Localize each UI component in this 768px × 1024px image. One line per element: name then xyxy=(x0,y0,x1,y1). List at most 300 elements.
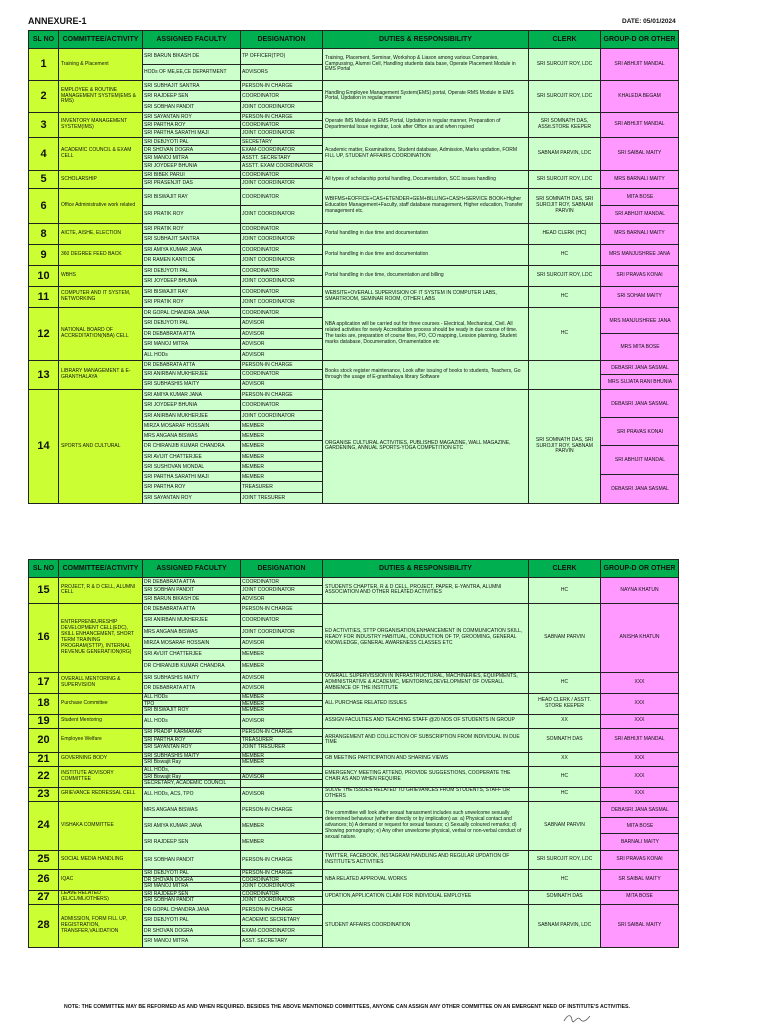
duties-text: All types of scholarship portal handling, Documentation, SCC issues handling xyxy=(323,170,529,188)
faculty-name: MRS ANGANA BISWAS xyxy=(143,431,240,441)
designation-value: MEMBER xyxy=(241,694,322,701)
clerk-name: SRI SUROJIT ROY, LDC xyxy=(529,49,601,81)
faculty-name: SRI DEBJYOTI PAL xyxy=(143,318,240,328)
faculty-name: SRI BISWAJIT RAY xyxy=(143,189,240,206)
designation-value: COORDINATOR xyxy=(241,578,322,586)
sl-number: 1 xyxy=(29,49,59,81)
group-d-list: SRI ABHIJIT MANDAL xyxy=(601,728,679,752)
duties-text: STUDENT AFFAIRS COORDINATION xyxy=(323,904,529,947)
col-header-sl: SL NO xyxy=(29,560,59,578)
faculty-name: ALL HODs xyxy=(143,694,240,701)
designation-value: COORDINATOR xyxy=(241,400,322,410)
designation-value: COORDINATOR xyxy=(241,91,322,101)
sl-number: 23 xyxy=(29,787,59,801)
duties-text: UPDATION,APPLICATION CLAIM FOR INDIVIDUAL EMPLOYEE xyxy=(323,890,529,904)
sl-number: 20 xyxy=(29,728,59,752)
designation-value: COORDINATOR xyxy=(241,189,322,206)
group-d-name: DEBASRI JANA SASMAL xyxy=(601,361,678,375)
group-d-list: XXX xyxy=(601,672,679,693)
faculty-name: SRI RAJDEEP SEN xyxy=(143,891,240,898)
faculty-name: SRI SAYANTAN ROY xyxy=(143,113,240,121)
designation-list xyxy=(241,890,323,904)
designation-value: JOINT COORDINATOR xyxy=(241,586,322,594)
faculty-name: MIRZA MOSARAF HOSSAIN xyxy=(143,421,240,431)
faculty-list xyxy=(143,244,241,265)
signature-mark xyxy=(562,1012,592,1024)
faculty-list xyxy=(143,693,241,714)
faculty-name: SRI MANOJ MITRA xyxy=(144,883,189,890)
group-d-name: BARNALI MAITY xyxy=(620,838,660,845)
col-header-duties: DUTIES & RESPONSIBILITY xyxy=(323,560,529,578)
designation-value: JOINT TRESURER xyxy=(242,744,286,751)
designation-value: MEMBER xyxy=(241,649,322,660)
faculty-name: SRI PARTHA ROY xyxy=(143,121,240,129)
designation-value: MEMBER xyxy=(242,838,264,845)
sl-number: 15 xyxy=(29,578,59,604)
designation-value: COORDINATOR xyxy=(241,224,322,234)
designation-value: ADVISOR xyxy=(241,774,322,781)
designation-list xyxy=(241,137,323,170)
designation-value: PERSON-IN CHARGE xyxy=(241,729,322,737)
faculty-name: DR GOPAL CHANDRA JANA xyxy=(143,905,240,916)
col-header-designation: DESIGNATION xyxy=(241,560,323,578)
faculty-list xyxy=(143,170,241,188)
clerk-name: SRI SUROJIT ROY, LDC xyxy=(529,81,601,113)
faculty-name: SRI ANIRBAN MUKHERJEE xyxy=(143,411,240,421)
designation-value: MEMBER xyxy=(241,421,322,431)
col-header-designation: DESIGNATION xyxy=(241,31,323,49)
faculty-name: SRI DEBJYOTI PAL xyxy=(143,915,240,926)
faculty-name: SRI PRATIK ROY xyxy=(144,210,184,217)
faculty-name: SRI SOBHAN PANDIT xyxy=(144,856,195,863)
committee-name: AICTE, AISHE, ELECTION xyxy=(59,223,143,244)
table-row xyxy=(29,137,679,170)
sl-number: 17 xyxy=(29,672,59,693)
group-d-list: NAYNA KHATUN xyxy=(601,578,679,604)
duties-text: Portal handling in due time and documentation xyxy=(323,223,529,244)
faculty-name: DR DEBABRATA ATTA xyxy=(143,604,240,615)
duties-text: Books stock register maintenance, Look after issuing of books to students, Teachers, Go through the usage of E-granthalaya library Software xyxy=(323,360,529,389)
document-date: DATE: 05/01/2024 xyxy=(622,18,676,25)
footer-note: NOTE: THE COMMITTEE MAY BE REFORMED AS AND WHEN REQUIRED. BESIDES THE ABOVE MENTIONED COMMITTEES, ANYONE CAN ASSIGN ANY OTHER COMMITTEE ON AN EMERGENT NEED OF INSTITUTE'S ACTIVITIES. xyxy=(64,1004,630,1010)
duties-text: GB MEETING PARTICIPATION AND SHARING VIEWS xyxy=(323,752,529,766)
committee-name: SCHOLARSHIP xyxy=(59,170,143,188)
faculty-name: SRI Biswajit Ray xyxy=(144,759,181,766)
sl-number: 2 xyxy=(29,81,59,113)
clerk-name: SABNAM PARVIN xyxy=(529,603,601,672)
faculty-name: TPO xyxy=(143,701,240,708)
table-row xyxy=(29,766,679,787)
col-header-group-d: GROUP-D OR OTHER xyxy=(601,560,679,578)
table-row xyxy=(29,81,679,113)
table-row xyxy=(29,223,679,244)
faculty-name: SRI PRASENJIT DAS xyxy=(144,180,193,187)
faculty-name: DR DEBABRATA ATTA xyxy=(143,361,240,370)
table-row xyxy=(29,728,679,752)
designation-value: COORDINATOR xyxy=(241,121,322,129)
committee-name: ACADEMIC COUNCIL & EXAM CELL xyxy=(59,137,143,170)
faculty-name: MRS ANGANA BISWAS xyxy=(143,802,240,818)
designation-value: COORDINATOR xyxy=(241,245,322,255)
committee-table-2 xyxy=(28,559,679,948)
committee-name: Office Administrative work related xyxy=(59,188,143,223)
designation-list xyxy=(241,752,323,766)
faculty-name: SRI JOYDEEP BHUNIA xyxy=(144,277,198,284)
duties-text: NBA application will be carried out for three courses - Electrical, Mechanical, Civil. All related activities for newly Accreditation process should be ready in due course of time. The tasks are, preparation of course files, PO, CO mapping, Lession planning, Student marks database, Documenation, Ornamentation etc xyxy=(323,307,529,360)
committee-name: 360 DEGREE FEED BACK xyxy=(59,244,143,265)
group-d-list: XXX xyxy=(601,693,679,714)
faculty-list xyxy=(143,801,241,850)
duties-text: NBA RELATED APPROVAL WORKS xyxy=(323,869,529,890)
col-header-duties: DUTIES & RESPONSIBILITY xyxy=(323,31,529,49)
table-row xyxy=(29,714,679,728)
designation-value: ADVISORS xyxy=(242,68,268,75)
designation-list xyxy=(241,801,323,850)
designation-value: PERSON-IN CHARGE xyxy=(241,113,322,121)
designation-list xyxy=(241,170,323,188)
duties-text: Portal handling in due time, documentation and billing xyxy=(323,265,529,286)
designation-value: ADVISOR xyxy=(241,673,322,683)
col-header-faculty: ASSIGNED FACULTY xyxy=(143,560,241,578)
faculty-name: SRI ANIRBAN MUKHERJEE xyxy=(143,615,240,626)
faculty-name: SRI SOBHAN PANDIT xyxy=(144,103,195,110)
clerk-name: SABNAM PARVIN, LDC xyxy=(529,137,601,170)
faculty-name: SRI RAJDEEP SEN xyxy=(143,91,240,101)
designation-list xyxy=(241,265,323,286)
col-header-clerk: CLERK xyxy=(529,31,601,49)
group-d-list: SR SAIBAL MAITY xyxy=(601,869,679,890)
faculty-name: SRI SAYANTAN ROY xyxy=(144,494,192,501)
duties-text: ED ACTIVITIES, STTP ORGANISATION,ENHANCEMENT IN COMMUNICATION SKILL, READY FOR INDUSTRY HABITUAL, CONDUCTION OF TP, GROOMING, GENERAL KNOWLEDGE, GENERAL AWARENESS CLASSES ETC xyxy=(323,603,529,672)
designation-value: MEMBER xyxy=(242,707,264,714)
faculty-name: SRI PRATIK ROY xyxy=(143,224,240,234)
designation-list xyxy=(241,49,323,81)
faculty-list xyxy=(143,112,241,137)
faculty-list xyxy=(143,360,241,389)
clerk-name: SABNAM PARVIN, LDC xyxy=(529,904,601,947)
duties-text: ALL PURCHASE RELATED ISSUES xyxy=(323,693,529,714)
designation-value: MEMBER xyxy=(241,701,322,708)
duties-text: WBIFMS+EOFFICE+CAS+ETENDER+GEM+BILLING+CASH+SERVICE BOOK+Higher Education Management+Faculty, staff database management, Higher education, Transfer management etc. xyxy=(323,188,529,223)
duties-text: The committee will look after sexual harassment includes such unwelcome sexually determined behaviour (whether directly or by implication) as: a) Physical contact and advances; b) A demand or request for sexual favours; c) Sexually coloured remarks; d) Showing pornography; e) Any other unwelcome physical, verbal or non-verbal conduct of sexual nature. xyxy=(323,801,529,850)
table-row xyxy=(29,112,679,137)
faculty-name: HODs OF ME,EE,CE DEPARTMENT xyxy=(144,68,227,75)
clerk-name: HC xyxy=(529,286,601,307)
designation-value: MEMBER xyxy=(241,818,322,834)
faculty-name: SRI PARTHA ROY xyxy=(143,737,240,745)
duties-text: SOLVE THE ISSUES RELATED TO GRIEVANCES FROM STUDENTS, STAFF OR OTHERS xyxy=(323,787,529,801)
sl-number: 5 xyxy=(29,170,59,188)
sl-number: 22 xyxy=(29,766,59,787)
sl-number: 9 xyxy=(29,244,59,265)
faculty-name: ALL HODs, ACS, TPO xyxy=(144,790,194,797)
table-row xyxy=(29,752,679,766)
committee-name: NATIONAL BOARD OF ACCREDITATION(NBA) CELL xyxy=(59,307,143,360)
committee-name: OVERALL MENTORING & SUPERVISION xyxy=(59,672,143,693)
group-d-list: XXX xyxy=(601,766,679,787)
designation-list xyxy=(241,578,323,604)
designation-value: ADVISOR xyxy=(242,684,265,691)
faculty-list xyxy=(143,890,241,904)
faculty-name: DR SHOVAN DOGRA xyxy=(143,877,240,884)
faculty-name: SRI DEBJYOTI PAL xyxy=(143,870,240,877)
faculty-name: DR DEBABRATA ATTA xyxy=(143,329,240,339)
group-d-list: MRS BARNALI MAITY xyxy=(601,223,679,244)
designation-value: ADVISOR xyxy=(241,339,322,349)
faculty-name: SRI DEBJYOTI PAL xyxy=(143,138,240,146)
designation-list xyxy=(241,869,323,890)
table-row xyxy=(29,265,679,286)
designation-value: TREASURER xyxy=(241,482,322,492)
faculty-name: DR DEBABRATA ATTA xyxy=(144,684,196,691)
table-row xyxy=(29,801,679,850)
group-d-list: XXX xyxy=(601,752,679,766)
group-d-name: SRI ABHIJIT MANDAL xyxy=(614,210,666,217)
sl-number: 18 xyxy=(29,693,59,714)
sl-number: 21 xyxy=(29,752,59,766)
group-d-list: XXX xyxy=(601,787,679,801)
clerk-name: SOMNATH DAS xyxy=(529,728,601,752)
group-d-name: MRS MANJUSHREE JANA xyxy=(601,308,678,334)
clerk-name: HC xyxy=(529,307,601,360)
faculty-name: ALL HODs xyxy=(144,351,168,358)
group-d-name: DEBASRI JANA SASMAL xyxy=(601,390,678,418)
designation-list xyxy=(241,693,323,714)
group-d-name: MITA BOSE xyxy=(601,189,678,206)
committee-name: GRIEVANCE REDRESSAL CELL xyxy=(59,787,143,801)
designation-list xyxy=(241,904,323,947)
designation-value: PERSON-IN CHARGE xyxy=(242,856,293,863)
faculty-list xyxy=(143,223,241,244)
designation-value: PERSON-IN CHARGE xyxy=(241,390,322,400)
duties-text: Handling Employee Management System(EMS) portal, Operate RMS Module in EMS Portal, Updation in regular manner xyxy=(323,81,529,113)
designation-list xyxy=(241,603,323,672)
faculty-name: DR RAMEN KANTI DE xyxy=(144,256,196,263)
group-d-list xyxy=(601,801,679,850)
committee-name: Student Mentoring xyxy=(59,714,143,728)
table-row xyxy=(29,307,679,360)
group-d-list: SRI ABHIJIT MANDAL xyxy=(601,49,679,81)
col-header-committee: COMMITTEE/ACTIVITY xyxy=(59,31,143,49)
faculty-name: SRI DEBJYOTI PAL xyxy=(143,266,240,276)
sl-number: 19 xyxy=(29,714,59,728)
designation-value: JOINT COORDINATOR xyxy=(242,277,295,284)
faculty-name: SRI AMIYA KUMAR JANA xyxy=(143,390,240,400)
faculty-name: SRI BARUN BIKASH DE xyxy=(143,49,240,65)
faculty-name: SRI SAYANTAN ROY xyxy=(144,744,192,751)
group-d-list xyxy=(601,360,679,389)
committee-name: INVENTORY MANAGEMENT SYSTEM(IMS) xyxy=(59,112,143,137)
faculty-name: SRI SUBHAJIT SANTRA xyxy=(143,81,240,91)
group-d-list: MRS MANJUSHREE JANA xyxy=(601,244,679,265)
duties-text: OVERALL SUPERVISSION IN INFRASTRUCTURAL, MACHINERIES, EQUIPMENTS, ADMINISTRATIVE & ACADEMIC, MENTORING,DEVELOPMENT OF OVERALL AMBIENCE OF THE INSTITUTE xyxy=(323,672,529,693)
designation-value: JOINT COORDINATOR xyxy=(242,298,295,305)
col-header-group-d: GROUP-D OR OTHER xyxy=(601,31,679,49)
clerk-name: SRI SUROJIT ROY, LDC xyxy=(529,850,601,869)
designation-value: JOINT COORDINATOR xyxy=(242,256,295,263)
committee-name: LIBRARY MANAGEMENT & E-GRANTHALAYA xyxy=(59,360,143,389)
clerk-name: XX xyxy=(529,714,601,728)
committee-name: Training & Placement xyxy=(59,49,143,81)
group-d-name: MRS MITA BOSE xyxy=(620,343,660,350)
faculty-name: SRI JOYDEEP BHUNIA xyxy=(144,162,198,169)
group-d-list: KHALEDA BEGAM xyxy=(601,81,679,113)
designation-value: MEMBER xyxy=(242,759,264,766)
designation-value: ADVISOR xyxy=(241,638,322,649)
duties-text: TWITTER, FACEBOOK, INSTAGRAM HANDLING AND REGULAR UPDATION OF INSTITUTE'S ACTIVITIES xyxy=(323,850,529,869)
designation-value: ACADEMIC SECRETARY xyxy=(241,915,322,926)
designation-list xyxy=(241,714,323,728)
table-row xyxy=(29,188,679,223)
faculty-name: SRI AMIYA KUMAR JANA xyxy=(143,818,240,834)
faculty-name: SRI SUBHASHIS MAITY xyxy=(144,380,200,387)
committee-name: VISHAKA COMMITTEE xyxy=(59,801,143,850)
committee-name: LEAVE RELATED (EL/CL/ML/OTHERS) xyxy=(59,890,143,904)
committee-name: EMPLOYEE & ROUTINE MANAGEMENT SYSTEM(EMS & RMS) xyxy=(59,81,143,113)
committee-name: GOVERNING BODY xyxy=(59,752,143,766)
faculty-name: SRI ANIRBAN MUKHERJEE xyxy=(143,370,240,379)
faculty-list xyxy=(143,286,241,307)
faculty-name: SRI RAJDEEP SEN xyxy=(144,838,189,845)
table-row xyxy=(29,170,679,188)
designation-value: JOINT COORDINATOR xyxy=(242,235,295,242)
table-row xyxy=(29,49,679,81)
clerk-name: HC xyxy=(529,672,601,693)
group-d-list: SRI PRAVAS KONAI xyxy=(601,265,679,286)
duties-text: ARRANGEMENT AND COLLECTION OF SUBSCRIPTION FROM INDIVIDUAL IN DUE TIME xyxy=(323,728,529,752)
designation-list xyxy=(241,307,323,360)
clerk-name: HC xyxy=(529,787,601,801)
sl-number: 28 xyxy=(29,904,59,947)
designation-list xyxy=(241,223,323,244)
group-d-list: SRI SOHAM MAITY xyxy=(601,286,679,307)
faculty-name: SRI BIBEK PARUI xyxy=(143,171,240,180)
faculty-list xyxy=(143,766,241,787)
faculty-list xyxy=(143,787,241,801)
group-d-list xyxy=(601,307,679,360)
sl-number: 14 xyxy=(29,389,59,503)
clerk-name: SRI SOMNATH DAS, SRI SUROJIT ROY, SABNAM PARVIN xyxy=(529,389,601,503)
clerk-name: HEAD CLERK / ASSTT. STORE KEEPER xyxy=(529,693,601,714)
table-row xyxy=(29,787,679,801)
designation-list xyxy=(241,728,323,752)
sl-number: 12 xyxy=(29,307,59,360)
group-d-list: SRI ABHIJIT MANDAL xyxy=(601,112,679,137)
designation-value: JOINT COORDINATOR xyxy=(241,411,322,421)
duties-text: STUDENTS CHAPTER, R & D CELL, PROJECT, PAPER, E-YANTRA, ALUMNI ASSOCIATION AND OTHER RELATED ACTIVITIES xyxy=(323,578,529,604)
committee-name: ADMISSION, FORM FILL UP, REGISTRATION, TRANSFER,VALIDATION xyxy=(59,904,143,947)
sl-number: 10 xyxy=(29,265,59,286)
designation-value xyxy=(241,767,322,774)
faculty-name: SRI MANOJ MITRA xyxy=(143,154,240,162)
faculty-name: SRI AVIJIT CHATTERJEE xyxy=(143,452,240,462)
faculty-list xyxy=(143,307,241,360)
faculty-name: SRI SUBHAJIT SANTRA xyxy=(144,235,200,242)
group-d-list: ANISHA KHATUN xyxy=(601,603,679,672)
designation-value: COORDINATOR xyxy=(241,266,322,276)
faculty-list xyxy=(143,714,241,728)
col-header-committee: COMMITTEE/ACTIVITY xyxy=(59,560,143,578)
faculty-name: SRI SUBHASHIS MAITY xyxy=(143,753,240,760)
duties-text: Portal handling in due time and documentation xyxy=(323,244,529,265)
table-row xyxy=(29,286,679,307)
designation-value: JOINT COORDINATOR xyxy=(241,627,322,638)
designation-value: ADVISOR xyxy=(241,329,322,339)
designation-value: COORDINATOR xyxy=(241,370,322,379)
designation-value: PERSON-IN CHARGE xyxy=(241,81,322,91)
faculty-name: SRI SOBHAN PANDIT xyxy=(143,586,240,594)
group-d-list: SRI SAIBAL MAITY xyxy=(601,137,679,170)
table-row xyxy=(29,360,679,389)
faculty-name: DR SHOVAN DOGRA xyxy=(143,926,240,937)
sl-number: 24 xyxy=(29,801,59,850)
designation-value xyxy=(241,780,322,787)
designation-value: ASST. SECRETARY xyxy=(242,938,288,945)
designation-value: ADVISOR xyxy=(242,595,265,602)
designation-list xyxy=(241,787,323,801)
clerk-name: SRI SOMNATH DAS, SRI SUROJIT ROY, SABNAM PARVIN xyxy=(529,188,601,223)
committee-name: IQAC xyxy=(59,869,143,890)
table-row xyxy=(29,244,679,265)
designation-value: SECRETARY xyxy=(241,138,322,146)
faculty-name: SRI PRATIK ROY xyxy=(144,298,184,305)
faculty-list xyxy=(143,81,241,113)
designation-value: JOINT COORDINATOR xyxy=(242,129,295,136)
faculty-name: MIRZA MOSARAF HOSSAIN xyxy=(143,638,240,649)
faculty-name: ALL HODs, xyxy=(143,767,240,774)
sl-number: 4 xyxy=(29,137,59,170)
faculty-name: SECRETARY, ACADEMIC COUNCIL xyxy=(144,780,227,787)
table-row xyxy=(29,578,679,604)
col-header-clerk: CLERK xyxy=(529,560,601,578)
designation-value: MEMBER xyxy=(241,431,322,441)
designation-value: MEMBER xyxy=(241,472,322,482)
designation-value: COORDINATOR xyxy=(241,308,322,318)
committee-name: ENTREPRENEURESHIP DEVELOPMENT CELL(EDC), SKILL ENHANCEMENT, SHORT TERM TRAINING PROGRAM(STTP), INTERNAL REVENUE GENERATION(IRG) xyxy=(59,603,143,672)
designation-value: TREASURER xyxy=(241,737,322,745)
table-row xyxy=(29,672,679,693)
designation-list xyxy=(241,188,323,223)
designation-value: ASSTT. SECRETARY xyxy=(241,154,322,162)
faculty-list xyxy=(143,850,241,869)
faculty-name: DR DEBABRATA ATTA xyxy=(143,578,240,586)
faculty-name: SRI SOBHAN PANDIT xyxy=(144,897,195,904)
faculty-name: SRI MANOJ MITRA xyxy=(143,339,240,349)
designation-list xyxy=(241,850,323,869)
faculty-name: SRI SUBHASHIS MAITY xyxy=(143,673,240,683)
faculty-name: DR CHIRANJIB KUMAR CHANDRA xyxy=(144,662,225,669)
faculty-name: SRI AVIJIT CHATTERJEE xyxy=(143,649,240,660)
committee-name: WBHS xyxy=(59,265,143,286)
committee-name: COMPUTER AND IT SYSTEM, NETWORKING xyxy=(59,286,143,307)
designation-value: MEMBER xyxy=(241,441,322,451)
faculty-list xyxy=(143,904,241,947)
group-d-name: SRI ABHIJIT MANDAL xyxy=(601,446,678,474)
clerk-name xyxy=(529,360,601,389)
faculty-list xyxy=(143,188,241,223)
designation-value: EXAM-COORDINATOR xyxy=(241,926,322,937)
designation-value: MEMBER xyxy=(241,452,322,462)
clerk-name: HEAD CLERK (HC) xyxy=(529,223,601,244)
designation-list xyxy=(241,389,323,503)
faculty-list xyxy=(143,389,241,503)
table-row xyxy=(29,869,679,890)
clerk-name: XX xyxy=(529,752,601,766)
designation-value: ADVISOR xyxy=(241,318,322,328)
designation-value: ADVISOR xyxy=(242,380,265,387)
faculty-name: DR SHOVAN DOGRA xyxy=(143,146,240,154)
designation-value: COORDINATOR xyxy=(241,287,322,297)
